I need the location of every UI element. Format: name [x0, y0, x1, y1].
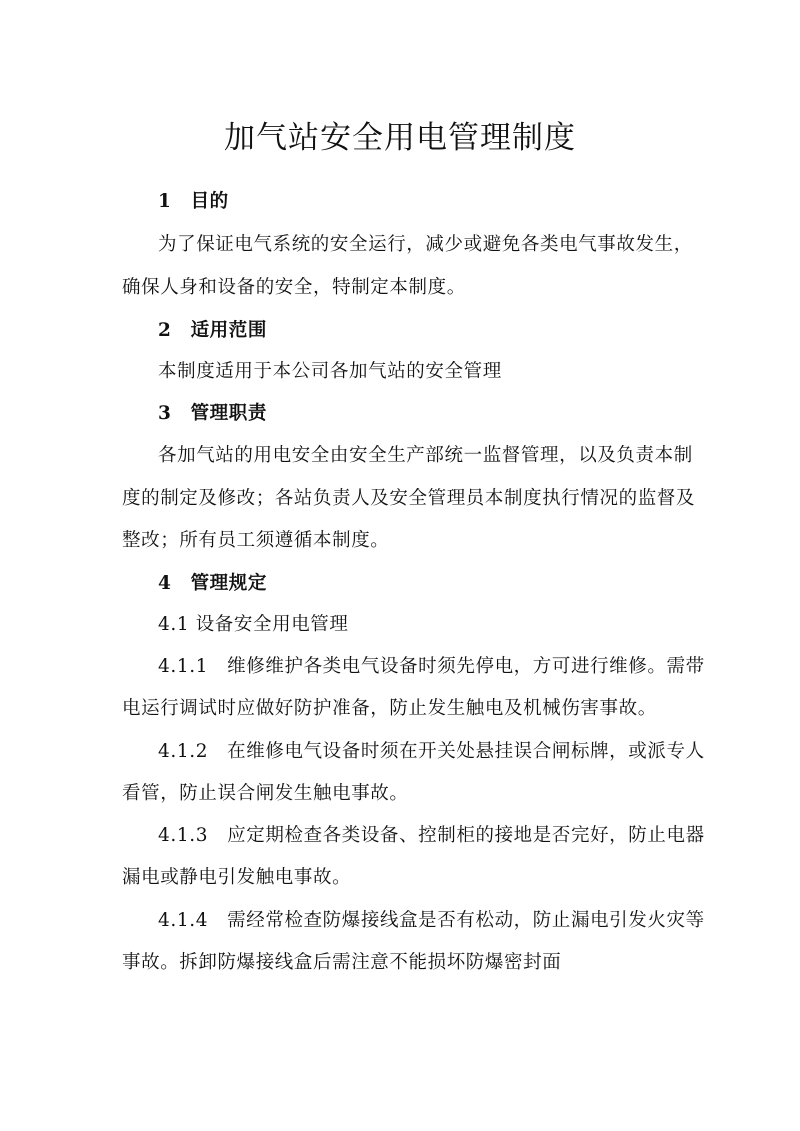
paragraph-line: 看管，防止误合闸发生触电事故。: [122, 783, 409, 804]
paragraph-line: 度的制定及修改；各站负责人及安全管理员本制度执行情况的监督及: [122, 488, 696, 509]
subsection-heading: 4.1 设备安全用电管理: [158, 614, 349, 635]
paragraph-line: 为了保证电气系统的安全运行，减少或避免各类电气事故发生，: [158, 234, 693, 255]
paragraph-line: 4.1.1 维修维护各类电气设备时须先停电，方可进行维修。需带: [158, 656, 705, 677]
section-1-heading: 1 目的: [158, 191, 229, 212]
page-title: 加气站安全用电管理制度: [224, 120, 576, 156]
paragraph-line: 确保人身和设备的安全，特制定本制度。: [122, 277, 466, 298]
section-3-heading: 3 管理职责: [158, 403, 267, 424]
paragraph-line: 整改；所有员工须遵循本制度。: [122, 530, 390, 551]
paragraph-line: 4.1.2 在维修电气设备时须在开关处悬挂误合闸标牌，或派专人: [158, 741, 705, 762]
paragraph-line: 电运行调试时应做好防护准备，防止发生触电及机械伤害事故。: [122, 698, 657, 719]
paragraph-line: 事故。拆卸防爆接线盒后需注意不能损坏防爆密封面: [122, 952, 562, 973]
paragraph-line: 本制度适用于本公司各加气站的安全管理: [158, 361, 502, 382]
section-4-heading: 4 管理规定: [158, 573, 267, 594]
section-2-heading: 2 适用范围: [158, 320, 267, 341]
paragraph-line: 4.1.3 应定期检查各类设备、控制柜的接地是否完好，防止电器: [158, 825, 705, 846]
paragraph-line: 各加气站的用电安全由安全生产部统一监督管理，以及负责本制: [158, 445, 693, 466]
paragraph-line: 漏电或静电引发触电事故。: [122, 867, 352, 888]
paragraph-line: 4.1.4 需经常检查防爆接线盒是否有松动，防止漏电引发火灾等: [158, 910, 705, 931]
